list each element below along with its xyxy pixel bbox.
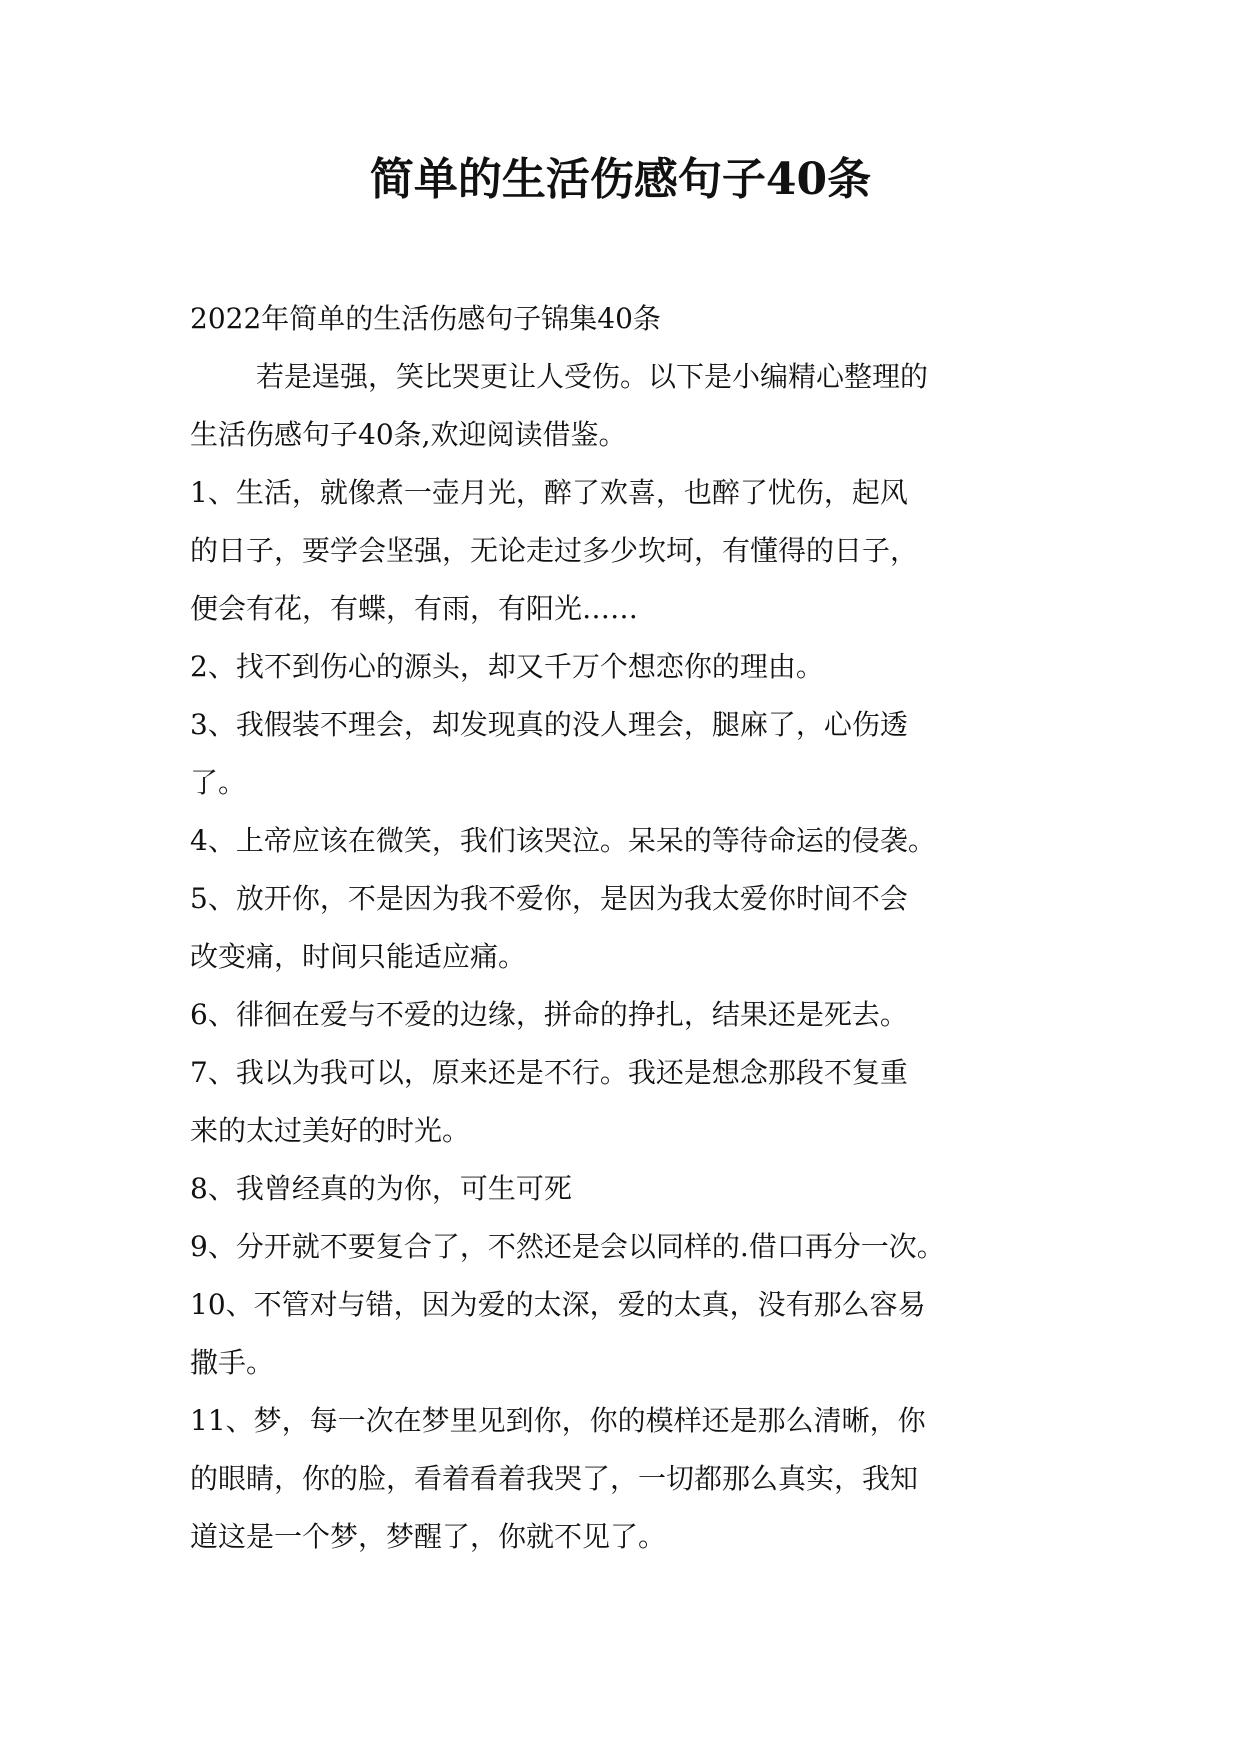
text-line: 3、我假装不理会，却发现真的没人理会，腿麻了，心伤透 [190,708,908,741]
text-line: 10、不管对与错，因为爱的太深，爱的太真，没有那么容易 [190,1288,926,1321]
text-line: 9、分开就不要复合了，不然还是会以同样的.借口再分一次。 [190,1230,945,1263]
text-line: 1、生活，就像煮一壶月光，醉了欢喜，也醉了忧伤，起风 [190,476,908,509]
text-line: 7、我以为我可以，原来还是不行。我还是想念那段不复重 [190,1056,908,1089]
text-line: 5、放开你，不是因为我不爱你，是因为我太爱你时间不会 [190,882,908,915]
text-line: 来的太过美好的时光。 [190,1114,471,1147]
text-line: 改变痛，时间只能适应痛。 [190,940,527,973]
document-body [190,290,1070,1566]
document-subtitle: 2022年简单的生活伤感句子锦集40条 [190,302,661,335]
text-line: 11、梦，每一次在梦里见到你，你的模样还是那么清晰，你 [190,1404,926,1437]
text-line: 2、找不到伤心的源头，却又千万个想恋你的理由。 [190,650,824,683]
text-line: 撒手。 [190,1346,275,1379]
document-title: 简单的生活伤感句子40条 [369,154,872,205]
text-line: 道这是一个梦，梦醒了，你就不见了。 [190,1520,667,1553]
text-line: 6、徘徊在爱与不爱的边缘，拼命的挣扎，结果还是死去。 [190,998,908,1031]
text-line: 4、上帝应该在微笑，我们该哭泣。呆呆的等待命运的侵袭。 [190,824,936,857]
text-line: 的眼睛，你的脸，看着看着我哭了，一切都那么真实，我知 [190,1462,919,1495]
text-line: 了。 [190,766,247,799]
text-line: 的日子，要学会坚强，无论走过多少坎坷，有懂得的日子， [190,534,919,567]
text-line: 便会有花，有蝶，有雨，有阳光…… [190,592,639,625]
text-line: 8、我曾经真的为你，可生可死 [190,1172,572,1205]
intro-line: 若是逞强，笑比哭更让人受伤。以下是小编精心整理的 [256,360,929,393]
intro-line: 生活伤感句子40条,欢迎阅读借鉴。 [190,418,627,451]
